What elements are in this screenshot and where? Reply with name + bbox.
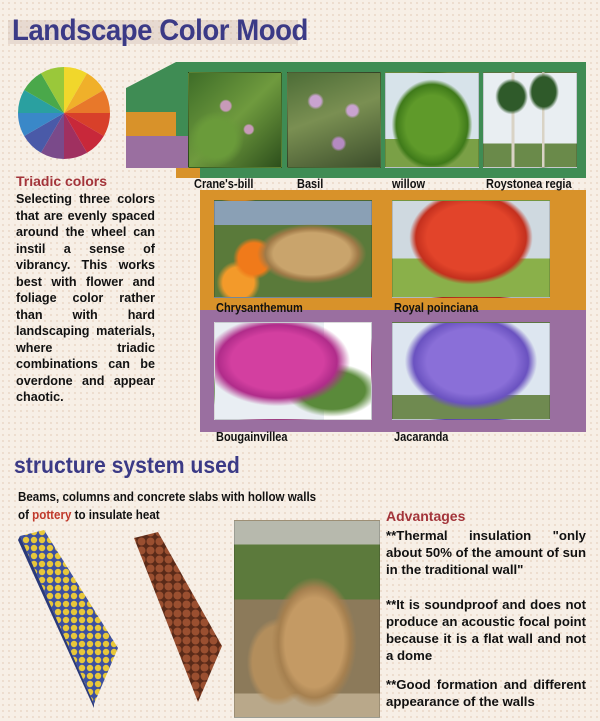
triadic-heading: Triadic colors — [16, 173, 108, 189]
pottery-wall-yellow-illustration — [14, 528, 124, 708]
caption-bougainvillea: Bougainvillea — [216, 430, 288, 444]
caption-willow: willow — [392, 177, 425, 191]
pottery-wall-brown-illustration — [128, 528, 228, 708]
caption-roystonea-regia: Roystonea regia — [486, 177, 572, 191]
caption-jacaranda: Jacaranda — [394, 430, 449, 444]
structure-line-2-pre: of — [18, 508, 33, 522]
structure-title: structure system used — [14, 452, 240, 478]
advantages-title: Advantages — [386, 508, 466, 524]
structure-line-2 — [18, 507, 160, 524]
photo-cranes-bill — [188, 72, 282, 168]
caption-royal-poinciana: Royal poinciana — [394, 301, 479, 315]
photo-royal-poinciana — [392, 200, 550, 298]
advantage-item-1: **Thermal insulation "only about 50% of the amount of sun in the traditional wall" — [386, 528, 587, 577]
caption-cranes-bill: Crane's-bill — [194, 177, 254, 191]
structure-line-1 — [18, 489, 316, 506]
structure-line-1-text: Beams, columns and concrete slabs with hollow walls — [18, 490, 317, 504]
triadic-body: Selecting three colors that are evenly spaced around the wheel can instil a sense of vibrancy. This works best with flower and foliage color rather than with hard landscaping materials, where triadic combinations can be overdone and appear chaotic. — [16, 192, 155, 404]
photo-jacaranda — [392, 322, 550, 420]
caption-chrysanthemum: Chrysanthemum — [216, 301, 303, 315]
photo-pottery-dome-house — [234, 520, 380, 718]
pottery-highlight: pottery — [32, 508, 72, 522]
photo-basil — [287, 72, 381, 168]
page-title: Landscape Color Mood — [12, 14, 308, 47]
advantage-item-2: **It is soundproof and does not produce an acoustic focal point because it is a flat wall and not a dome — [386, 597, 586, 663]
photo-willow — [385, 72, 479, 168]
advantage-item-3: **Good formation and different appearance of the walls — [386, 677, 586, 709]
photo-roystonea-regia — [483, 72, 577, 168]
photo-bougainvillea — [214, 322, 372, 420]
photo-chrysanthemum — [214, 200, 372, 298]
structure-line-2-post: to insulate heat — [71, 508, 160, 522]
caption-basil: Basil — [297, 177, 324, 191]
